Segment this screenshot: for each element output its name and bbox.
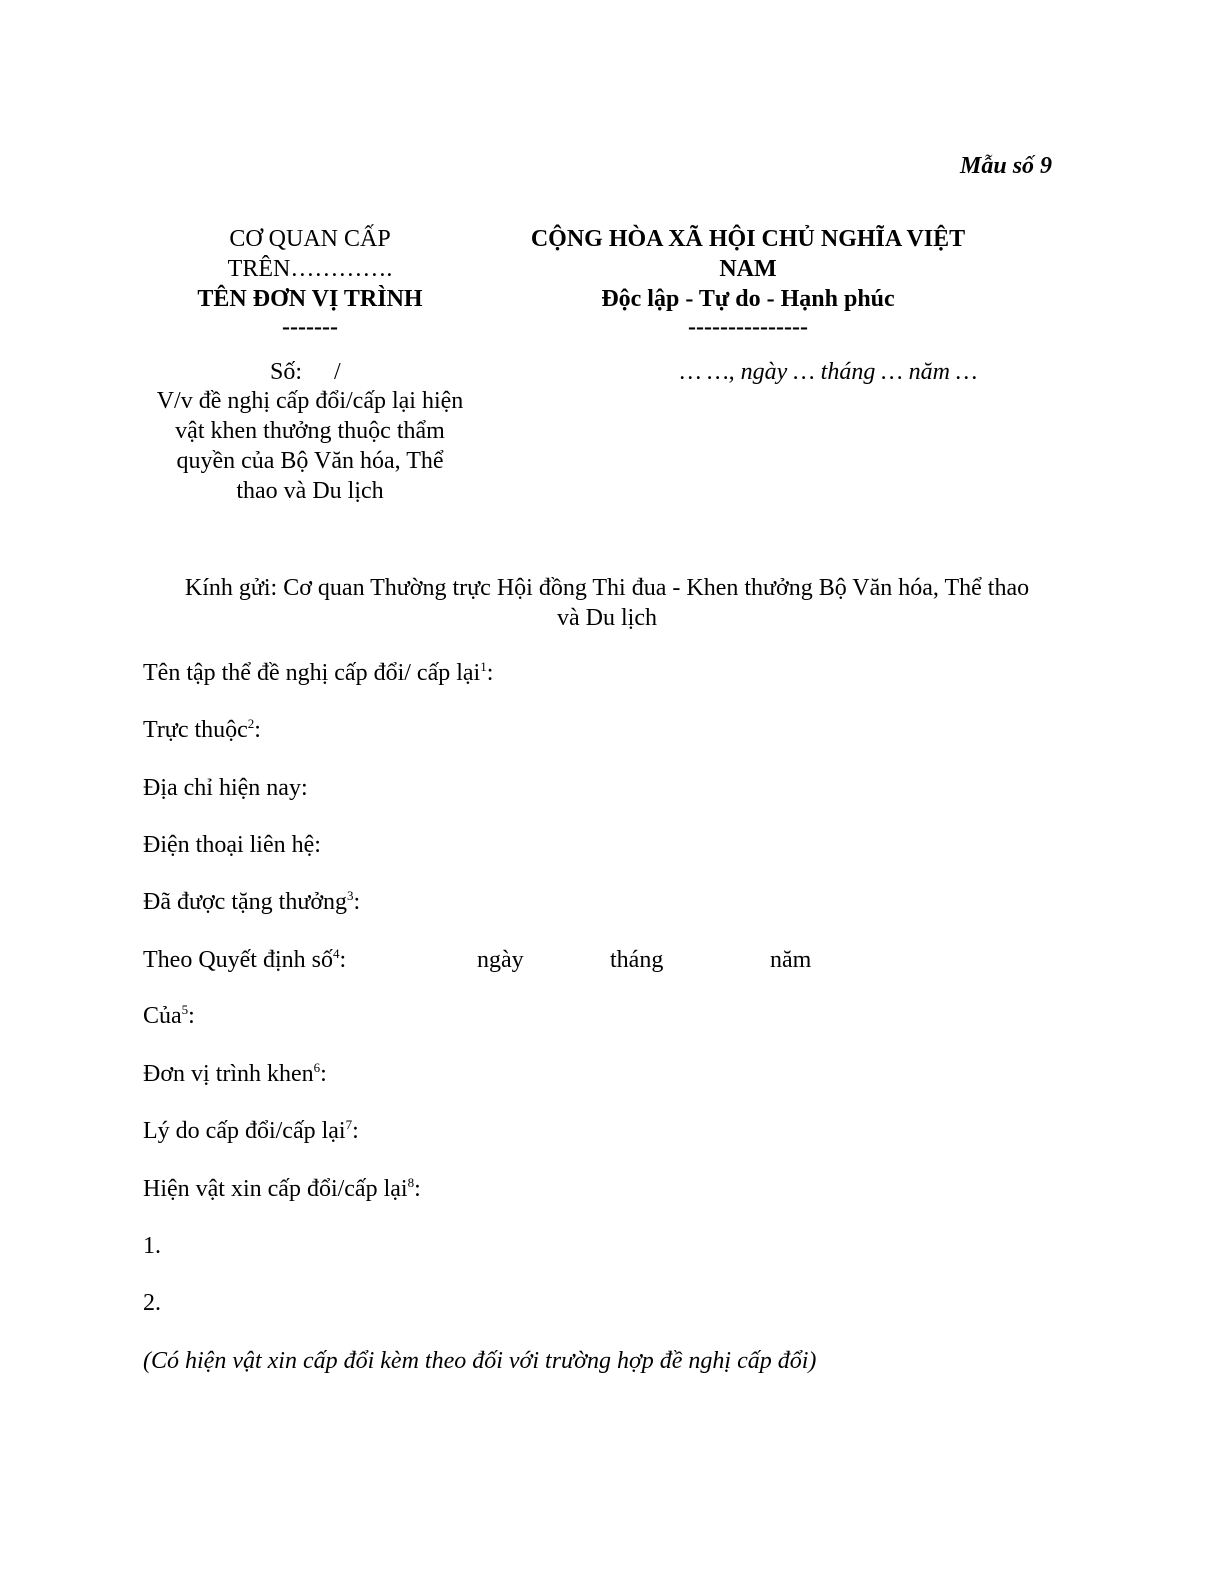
field-label: Điện thoại liên hệ: [143,832,321,858]
recipient [140,573,1074,633]
field-label: Tên tập thể đề nghị cấp đổi/ cấp lại [143,660,481,686]
field-colon: : [320,1061,327,1087]
right-header [478,224,1018,340]
country-line-2: NAM [719,256,777,282]
field-label: Lý do cấp đổi/cấp lại [143,1118,346,1144]
agency-line-1: CƠ QUAN CẤP [229,226,391,252]
subject-line: vật khen thưởng thuộc thẩm [175,418,445,444]
field-reason [143,1118,359,1145]
number-label: Số: [270,359,303,385]
field-label: Của [143,1003,182,1029]
field-address [143,775,308,802]
field-label: Theo Quyết định số [143,947,333,973]
left-header [130,224,490,340]
right-separator: --------------- [688,314,808,340]
document-number [270,357,341,387]
subject [130,386,490,506]
number-slash: / [334,359,341,385]
footnote-ref: 5 [181,1002,189,1017]
item-1: 1. [143,1233,161,1259]
field-colon: : [486,660,494,686]
item-2: 2. [143,1290,161,1316]
footnote-ref: 1 [480,659,487,674]
field-colon: : [414,1176,421,1202]
footnote-ref: 8 [407,1175,415,1190]
footnote-ref: 2 [247,716,255,731]
decision-month-label: tháng [610,947,664,973]
footer-note: (Có hiện vật xin cấp đổi kèm theo đối với trường hợp đề nghị cấp đổi) [143,1348,817,1374]
subject-line: V/v đề nghị cấp đổi/cấp lại hiện [156,388,464,414]
form-code: Mẫu số 9 [960,153,1053,179]
left-separator: ------- [282,314,338,340]
country-line-1: CỘNG HÒA XÃ HỘI CHỦ NGHĨA VIỆT [530,226,966,252]
field-colon: : [188,1003,195,1029]
field-collective-name [143,660,493,687]
field-label: Hiện vật xin cấp đổi/cấp lại [143,1176,408,1202]
motto: Độc lập - Tự do - Hạnh phúc [601,286,895,312]
footnote-ref: 7 [345,1117,353,1132]
subject-line: quyền của Bộ Văn hóa, Thể [176,448,444,474]
recipient-line-1: Kính gửi: Cơ quan Thường trực Hội đồng Thi đua - Khen thưởng Bộ Văn hóa, Thể thao [184,575,1030,601]
field-colon: : [254,717,261,743]
field-colon: : [339,947,347,973]
field-label: Trực thuộc [143,717,248,743]
field-label: Địa chỉ hiện nay: [143,775,308,801]
field-awarded [143,889,360,916]
field-decision [143,947,346,974]
agency-line-2: TRÊN…………. [227,256,393,282]
decision-day-label: ngày [477,947,524,973]
footnote-ref: 6 [313,1060,321,1075]
recipient-line-2: và Du lịch [557,605,657,631]
decision-year-label: năm [770,947,812,973]
field-affiliation [143,717,261,744]
field-colon: : [352,1118,359,1144]
field-phone [143,832,321,859]
footnote-ref: 4 [332,946,340,961]
field-colon: : [353,889,361,915]
unit-name: TÊN ĐƠN VỊ TRÌNH [197,286,423,312]
field-label: Đã được tặng thưởng [143,889,348,915]
field-proposing-unit [143,1061,327,1088]
field-label: Đơn vị trình khen [143,1061,314,1087]
footnote-ref: 3 [347,888,354,903]
date-line: … …, ngày … tháng … năm … [680,359,978,385]
field-items [143,1176,421,1203]
subject-line: thao và Du lịch [236,478,384,504]
field-issuer [143,1003,195,1030]
